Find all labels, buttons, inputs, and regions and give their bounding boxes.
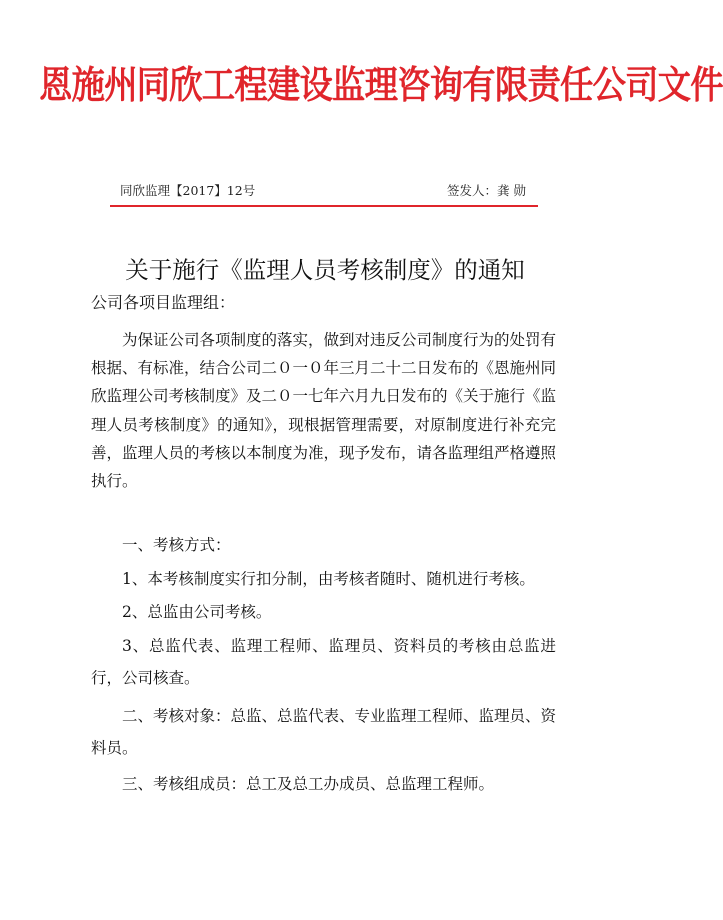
section-2: 二、考核对象：总监、总监代表、专业监理工程师、监理员、资料员。 [91,707,557,757]
issuer-signature: 签发人：龚 勋 [447,183,526,198]
red-separator-line [110,205,538,207]
section-1-item-1: 1、本考核制度实行扣分制，由考核者随时、随机进行考核。 [122,570,535,588]
document-number: 同欣监理【2017】12号 [120,183,256,198]
notice-body-paragraph: 为保证公司各项制度的落实，做到对违反公司制度行为的处罚有根据、有标准，结合公司二０一０年三月二十二日发布的《恩施州同欣监理公司考核制度》及二０一七年六月九日发布的《关于施行《监理人员考核制度》的通知》，现根据管理需要，对原制度进行补充完善，监理人员的考核以本制度为准，现予发布，请各监理组严格遵照执行。 [91,331,557,491]
document-reference-row [120,181,540,199]
salutation: 公司各项目监理组： [91,293,236,312]
notice-title: 关于施行《监理人员考核制度》的通知 [125,256,525,284]
section-1-item-2: 2、总监由公司考核。 [122,603,272,621]
section-1-heading: 一、考核方式： [122,536,231,554]
section-1-item-3: 3、总监代表、监理工程师、监理员、资料员的考核由总监进行，公司核查。 [91,637,556,687]
section-3: 三、考核组成员：总工及总工办成员、总监理工程师。 [122,775,495,793]
letterhead-title: 恩施州同欣工程建设监理咨询有限责任公司文件 [39,63,723,107]
